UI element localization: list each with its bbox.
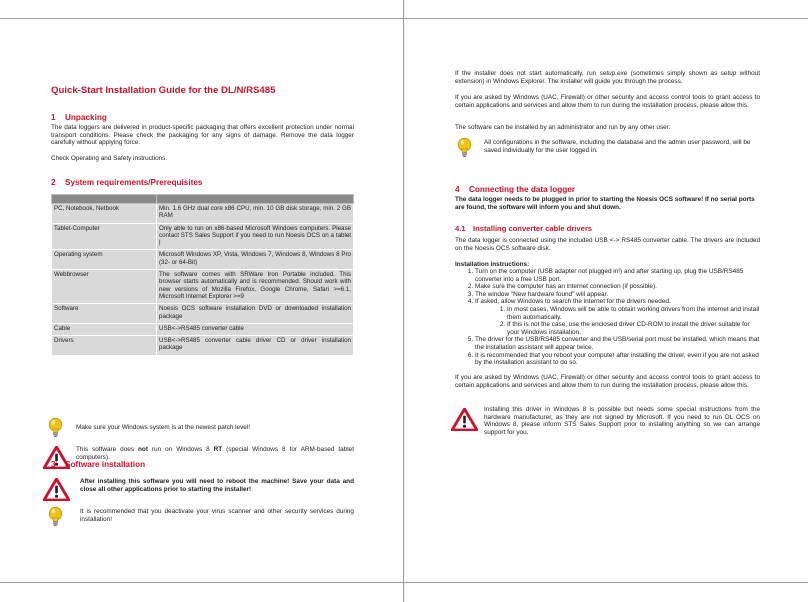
safety-instructions-note: Check Operating and Safety instructions.	[51, 155, 168, 162]
requirement-value: USB<->RS485 converter cable	[157, 323, 354, 335]
section-title: Installing converter cable drivers	[473, 224, 593, 233]
requirement-label: PC, Notebook, Netbook	[52, 204, 157, 224]
instruction-list	[455, 268, 760, 367]
lightbulb-icon	[456, 137, 473, 159]
patch-level-tip: Make sure your Windows system is at the newest patch level!	[76, 424, 251, 431]
table-row	[52, 304, 354, 324]
requirement-label: Tablet-Computer	[52, 223, 157, 250]
requirement-value: Noesis OCS software installation DVD or downloaded installation package	[157, 304, 354, 324]
section-4-heading	[455, 185, 575, 194]
windows8-driver-warning: Installing this driver in Windows 8 is possible but needs some special instructions from the hardware manufacturer, as they are not signed by Microsoft. If you need to run DL OCS on Windows 8, please inform STS Sales Support prior to installing anything so we can arrange support for you.	[484, 406, 760, 436]
section-1-heading	[51, 113, 107, 122]
file-name: setup	[720, 70, 737, 77]
warning-text: (special Windows 8 for ARM-based tablet computers).	[76, 446, 355, 461]
warning-emphasis: RT	[213, 446, 223, 453]
table-header-cell	[157, 195, 354, 204]
instructions-heading: Installation instructions:	[455, 261, 530, 268]
admin-install-paragraph: The software can be installed by an administrator and run by any other user.	[455, 124, 671, 131]
table-row	[52, 336, 354, 356]
unpacking-paragraph: The data loggers are delivered in product-specific packaging that offers excellent protection under normal transport conditions. Please check the packaging for any signs of damage. Remove the data logger carefully without applying force.	[51, 124, 354, 147]
section-2-heading	[51, 178, 202, 187]
section-number: 2	[51, 178, 56, 187]
requirement-label: Cable	[52, 323, 157, 335]
uac-paragraph: If you are asked by Windows (UAC, Firewall) or other security and access control tools to grant access to certain applications and services and allow them to run during the installation process, please allow this.	[455, 94, 760, 109]
list-item: 6. It is recommended that you reboot your computer after installing the driver, even if you are not asked by the installation assistant to do so.	[475, 352, 760, 367]
table-header-cell	[52, 195, 157, 204]
table-row	[52, 270, 354, 304]
warning-text: This software does	[76, 446, 139, 453]
configuration-tip: All configurations in the software, including the database and the admin user password, will be saved individually for the user logged in.	[484, 139, 751, 154]
reboot-warning: After installing this software you will need to reboot the machine! Save your data and close all other applications prior to starting the installer!	[80, 478, 354, 493]
windows-rt-warning	[76, 446, 354, 461]
warning-triangle-icon	[43, 478, 70, 501]
requirement-value: Only able to run on x86-based Microsoft Windows computers. Please contact STS Sales Support if you need to run Noesis OCS on a tablet |	[157, 223, 354, 250]
requirement-label: Software	[52, 304, 157, 324]
section-title: Connecting the data logger	[469, 185, 575, 194]
paragraph-text: (sometimes simply shown as	[627, 70, 721, 77]
document-title: Quick-Start Installation Guide for the DL/N/RS485	[51, 85, 276, 96]
list-item: 1. Turn on the computer (USB adapter not plugged in!) and after starting up, plug the USB/RS485 converter into a free USB port.	[475, 268, 760, 283]
section-number: 3	[51, 460, 56, 469]
file-name: setup.exe	[599, 70, 628, 77]
converter-intro: The data logger is connected using the included USB <-> RS485 converter cable. The drivers are included on the Noesis OCS software disk.	[455, 237, 760, 252]
requirements-table	[51, 194, 354, 356]
lightbulb-icon	[47, 506, 64, 528]
requirement-label: Webbrowser	[52, 270, 157, 304]
antivirus-tip: It is recommended that you deactivate your virus scanner and other security services during installation!	[80, 508, 354, 523]
uac-paragraph-2: If you are asked by Windows (UAC, Firewall) or other security and access control tools to grant access to certain applications and services and allow them to run during the installation process, please allow this.	[455, 374, 760, 389]
section-number: 1	[51, 113, 56, 122]
requirement-value: Microsoft Windows XP, Vista, Windows 7, Windows 8, Windows 8 Pro (32- or 64-Bit)	[157, 250, 354, 270]
section-title: System requirements/Prerequisites	[65, 178, 203, 187]
requirement-label: Drivers	[52, 336, 157, 356]
warning-emphasis: not	[138, 446, 148, 453]
list-item: 5. The driver for the USB/RS485 converter and the USB/serial port must be installed, which means that the installation assistant will appear twice.	[475, 336, 760, 351]
list-item: 3. The window "New hardware found" will appear.	[475, 291, 760, 299]
section-number: 4.1	[455, 224, 466, 233]
warning-triangle-icon	[451, 408, 478, 431]
requirement-value: USB<->RS485 converter cable driver CD or driver installation package	[157, 336, 354, 356]
section-number: 4	[455, 185, 460, 194]
table-header-row	[52, 195, 354, 204]
sub-list-item: 2. If this is not the case, use the enclosed driver CD-ROM to install the driver suitable for your Windows installation.	[507, 321, 760, 336]
section-3-heading	[51, 460, 145, 469]
section-title: Software installation	[65, 460, 146, 469]
right-page	[404, 0, 808, 602]
section-4-1-heading	[455, 224, 592, 233]
plug-in-warning: The data logger needs to be plugged in prior to starting the Noesis OCS software! If no serial ports are found, the software will inform you and shut down.	[455, 196, 755, 211]
list-item: 2. Make sure the computer has an internet connection (if possible).	[475, 283, 760, 291]
paragraph-text: without extension) in Windows Explorer. The installer will guide you through the process.	[455, 70, 760, 85]
requirement-label: Operating system	[52, 250, 157, 270]
table-row	[52, 323, 354, 335]
lightbulb-icon	[47, 417, 64, 439]
table-row	[52, 250, 354, 270]
requirement-value: Min. 1.6 GHz dual core x86 CPU, min. 10 GB disk storage, min. 2 GB RAM	[157, 204, 354, 224]
requirement-value: The software comes with SRWare Iron Portable included. This browser starts automatically and is recommended. Should work with new versions of Mozilla Firefox, Google Chrome, Safari >=6.1, Microsoft Internet Explorer >=9	[157, 270, 354, 304]
list-item: 4. If asked, allow Windows to search the internet for the drivers needed.	[475, 298, 760, 306]
sub-list-item: 1. In most cases, Windows will be able to obtain working drivers from the internet and install them automatically.	[507, 306, 760, 321]
warning-text: run on Windows 8	[147, 446, 214, 453]
paragraph-text: If the installer does not start automatically, run	[455, 70, 600, 77]
setup-exe-paragraph	[455, 70, 760, 85]
table-row	[52, 204, 354, 224]
section-title: Unpacking	[65, 113, 107, 122]
table-row	[52, 223, 354, 250]
